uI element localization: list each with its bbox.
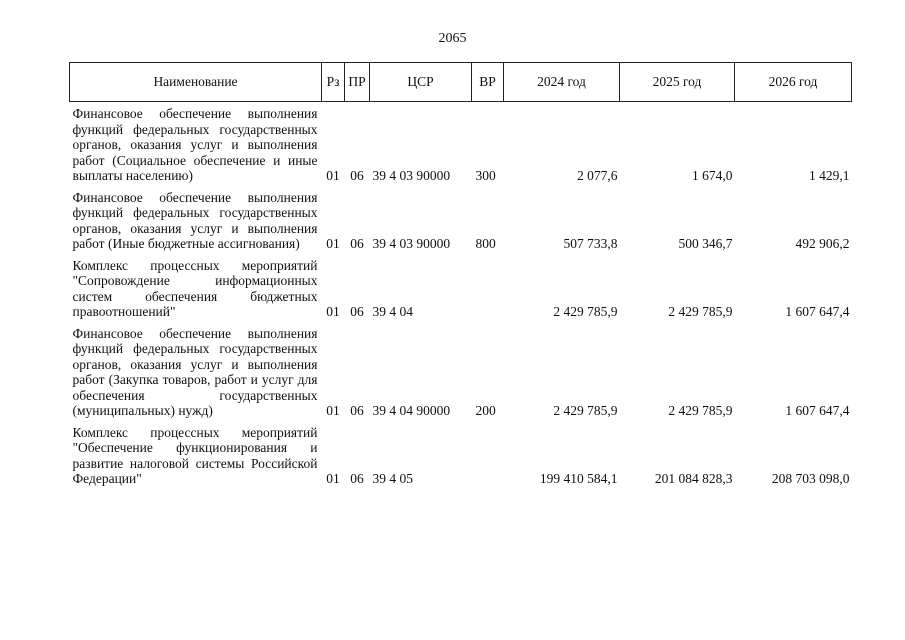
row-2024: 2 429 785,9 [553,304,618,319]
row-rz: 01 [326,236,340,251]
row-2026: 1 429,1 [809,168,850,183]
table-row [70,186,852,254]
row-pr: 06 [350,304,364,319]
table-row [70,421,852,489]
col-header-rz: Рз [322,63,345,102]
table-header-row [70,63,852,102]
row-vr [472,421,504,489]
row-csr: 39 4 03 90000 [372,236,451,251]
row-2026: 1 607 647,4 [785,403,850,418]
row-csr: 39 4 03 90000 [372,168,451,183]
row-csr: 39 4 04 90000 [372,403,451,418]
row-rz: 01 [326,168,340,183]
row-2024: 507 733,8 [563,236,618,251]
row-2026: 1 607 647,4 [785,304,850,319]
row-2024: 199 410 584,1 [539,471,618,486]
row-2026: 492 906,2 [795,236,850,251]
table-row [70,254,852,322]
row-pr: 06 [350,471,364,486]
row-2025: 1 674,0 [692,168,733,183]
col-header-name: Наименование [70,63,322,102]
row-vr: 300 [475,168,496,183]
row-2025: 201 084 828,3 [654,471,733,486]
col-header-2025: 2025 год [620,63,735,102]
row-name: Комплекс процессных мероприятий "Сопровождение информационных систем обеспечения бюджетных правоотношений" [72,257,318,319]
row-2024: 2 077,6 [577,168,618,183]
col-header-csr: ЦСР [370,63,472,102]
row-rz: 01 [326,304,340,319]
row-vr: 800 [475,236,496,251]
row-rz: 01 [326,403,340,418]
row-pr: 06 [350,403,364,418]
row-2026: 208 703 098,0 [771,471,850,486]
row-name: Комплекс процессных мероприятий "Обеспечение функционирования и развитие налоговой системы Российской Федерации" [72,424,318,486]
row-csr: 39 4 04 [372,304,413,319]
page-number: 2065 [438,31,467,46]
col-header-vr: ВР [472,63,504,102]
row-rz: 01 [326,471,340,486]
row-2025: 2 429 785,9 [668,304,733,319]
row-name: Финансовое обеспечение выполнения функций федеральных государственных органов, оказания услуг и выполнения работ (Социальное обеспечение и иные выплаты населению) [72,106,318,183]
table-row [70,322,852,421]
row-pr: 06 [350,236,364,251]
row-2024: 2 429 785,9 [553,403,618,418]
row-2025: 2 429 785,9 [668,403,733,418]
row-vr: 200 [475,403,496,418]
row-2025: 500 346,7 [678,236,733,251]
budget-table [69,62,852,489]
row-csr: 39 4 05 [372,471,413,486]
row-pr: 06 [350,168,364,183]
row-name: Финансовое обеспечение выполнения функций федеральных государственных органов, оказания услуг и выполнения работ (Закупка товаров, работ и услуг для обеспечения государственных (муниципальных) нужд) [72,325,318,418]
table-row [70,102,852,186]
col-header-pr: ПР [345,63,370,102]
col-header-2026: 2026 год [735,63,852,102]
row-vr [472,254,504,322]
col-header-2024: 2024 год [504,63,620,102]
row-name: Финансовое обеспечение выполнения функций федеральных государственных органов, оказания услуг и выполнения работ (Иные бюджетные ассигнования) [72,189,318,251]
